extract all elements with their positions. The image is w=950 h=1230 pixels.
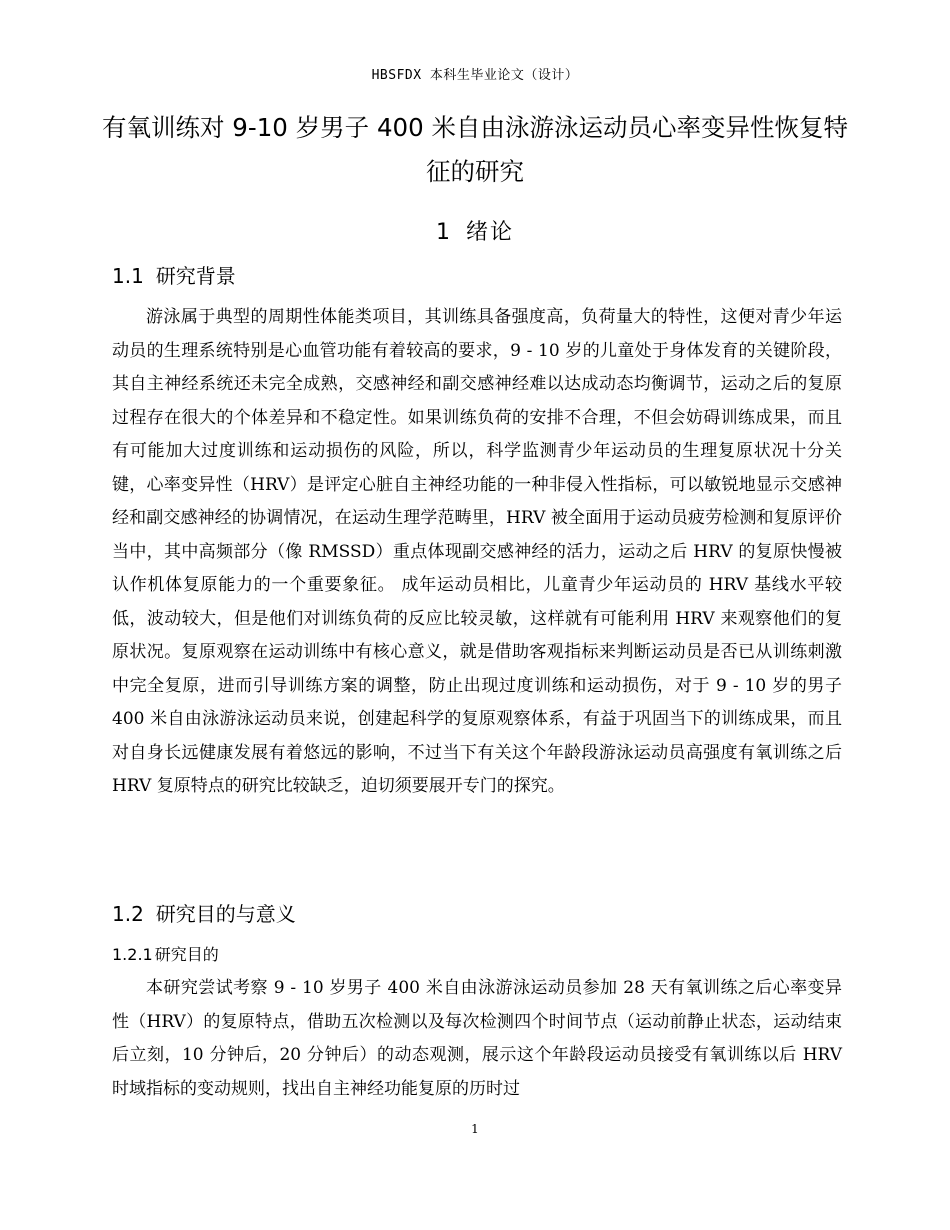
section-number: 1.1: [112, 264, 144, 288]
chapter-number: 1: [435, 220, 452, 245]
subsection-number: 1.2.1: [112, 945, 153, 964]
section-heading-1-1: [112, 261, 236, 291]
section-title: 研究目的与意义: [155, 902, 296, 926]
running-header: HBSFDX 本科生毕业论文（设计）: [371, 68, 579, 83]
subsection-title: 研究目的: [154, 945, 219, 964]
section-number: 1.2: [112, 902, 144, 926]
subsection-heading-1-2-1: [112, 942, 219, 968]
section-heading-1-2: [112, 899, 296, 929]
chapter-title: 绪论: [465, 220, 514, 245]
page-number: 1: [471, 1122, 479, 1136]
chapter-heading: [0, 216, 950, 250]
document-title: 有氧训练对 9-10 岁男子 400 米自由泳游泳运动员心率变异性恢复特征的研究: [101, 113, 848, 186]
paragraph-research-purpose: 本研究尝试考察 9 - 10 岁男子 400 米自由泳游泳运动员参加 28 天有氧训练之后心率变异性（HRV）的复原特点，借助五次检测以及每次检测四个时间节点（运动前静止状态，运动结束后立刻，10 分钟后，20 分钟后）的动态观测，展示这个年龄段运动员接受有氧训练以后 HRV 时域指标的变动规则，找出自主神经功能复原的历时过: [112, 978, 842, 1099]
section-title: 研究背景: [155, 264, 236, 288]
paragraph-research-background: 游泳属于典型的周期性体能类项目，其训练具备强度高，负荷量大的特性，这便对青少年运动员的生理系统特别是心血管功能有着较高的要求，9 - 10 岁的儿童处于身体发育的关键阶段，其自主神经系统还未完全成熟，交感神经和副交感神经难以达成动态均衡调节，运动之后的复原过程存在很大的个体差异和不稳定性。如果训练负荷的安排不合理，不但会妨碍训练成果，而且有可能加大过度训练和运动损伤的风险，所以，科学监测青少年运动员的生理复原状况十分关键，心率变异性（HRV）是评定心脏自主神经功能的一种非侵入性指标，可以敏锐地显示交感神经和副交感神经的协调情况，在运动生理学范畴里，HRV 被全面用于运动员疲劳检测和复原评价当中，其中高频部分（像 RMSSD）重点体现副交感神经的活力，运动之后 HRV 的复原快慢被认作机体复原能力的一个重要象征。 成年运动员相比，儿童青少年运动员的 HRV 基线水平较低，波动较大，但是他们对训练负荷的反应比较灵敏，这样就有可能利用 HRV 来观察他们的复原状况。复原观察在运动训练中有核心意义，就是借助客观指标来判断运动员是否已从训练刺激中完全复原，进而引导训练方案的调整，防止出现过度训练和运动损伤，对于 9 - 10 岁的男子 400 米自由泳游泳运动员来说，创建起科学的复原观察体系，有益于巩固当下的训练成果，而且对自身长远健康发展有着悠远的影响，不过当下有关这个年龄段游泳运动员高强度有氧训练之后 HRV 复原特点的研究比较缺乏，迫切须要展开专门的探究。: [112, 307, 842, 796]
